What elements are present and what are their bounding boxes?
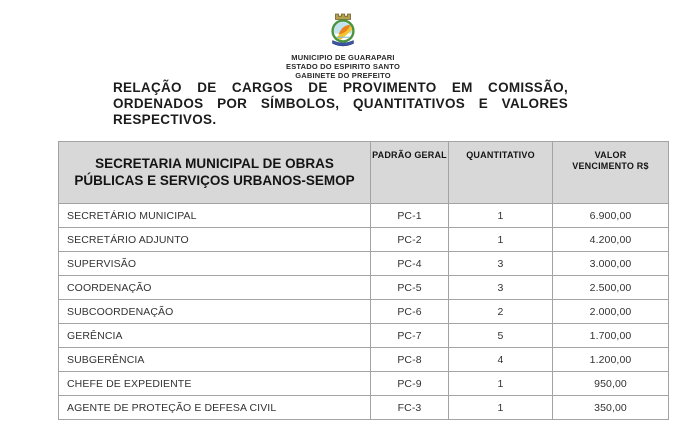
cell-cargo: SECRETÁRIO MUNICIPAL — [59, 204, 371, 228]
cell-valor: 950,00 — [553, 372, 669, 396]
cell-cargo: SUBGERÊNCIA — [59, 348, 371, 372]
table-row — [59, 348, 669, 372]
cell-valor: 2.500,00 — [553, 276, 669, 300]
cell-cargo: CHEFE DE EXPEDIENTE — [59, 372, 371, 396]
cell-quantitativo: 1 — [449, 228, 553, 252]
org-line-office: GABINETE DO PREFEITO — [295, 70, 391, 80]
header-quantitativo: QUANTITATIVO — [449, 142, 553, 204]
cell-quantitativo: 3 — [449, 252, 553, 276]
org-name-block — [0, 54, 686, 80]
guarapari-coat-of-arms-icon — [326, 11, 360, 48]
cell-cargo: COORDENAÇÃO — [59, 276, 371, 300]
cell-valor: 2.000,00 — [553, 300, 669, 324]
cell-quantitativo: 4 — [449, 348, 553, 372]
cell-padrao: PC-4 — [371, 252, 449, 276]
cell-valor: 6.900,00 — [553, 204, 669, 228]
cell-quantitativo: 5 — [449, 324, 553, 348]
cell-padrao: PC-5 — [371, 276, 449, 300]
letterhead — [0, 11, 686, 80]
cell-valor: 3.000,00 — [553, 252, 669, 276]
cell-valor: 1.700,00 — [553, 324, 669, 348]
org-line-state: ESTADO DO ESPIRITO SANTO — [286, 61, 400, 71]
header-valor-vencimento-label: VALOR VENCIMENTO R$ — [572, 150, 649, 171]
cell-padrao: PC-6 — [371, 300, 449, 324]
header-padrao-geral: PADRÃO GERAL — [371, 142, 449, 204]
table-row — [59, 396, 669, 420]
table-row — [59, 204, 669, 228]
positions-table — [58, 141, 669, 420]
header-department: SECRETARIA MUNICIPAL DE OBRAS PÚBLICAS E SERVIÇOS URBANOS-SEMOP — [59, 142, 371, 204]
table-header-row — [59, 142, 669, 204]
cell-valor: 1.200,00 — [553, 348, 669, 372]
cell-padrao: PC-7 — [371, 324, 449, 348]
header-valor-vencimento — [553, 142, 669, 204]
table-row — [59, 300, 669, 324]
cell-quantitativo: 1 — [449, 372, 553, 396]
cell-quantitativo: 3 — [449, 276, 553, 300]
cell-padrao: PC-2 — [371, 228, 449, 252]
document-title: RELAÇÃO DE CARGOS DE PROVIMENTO EM COMISSÃO, ORDENADOS POR SÍMBOLOS, QUANTITATIVOS E VALORES RESPECTIVOS. — [113, 80, 568, 127]
cell-quantitativo: 2 — [449, 300, 553, 324]
cell-padrao: FC-3 — [371, 396, 449, 420]
cell-padrao: PC-1 — [371, 204, 449, 228]
cell-padrao: PC-8 — [371, 348, 449, 372]
table-row — [59, 276, 669, 300]
cell-cargo: SUPERVISÃO — [59, 252, 371, 276]
table-body — [59, 204, 669, 420]
cell-cargo: GERÊNCIA — [59, 324, 371, 348]
table-row — [59, 228, 669, 252]
table-row — [59, 324, 669, 348]
table-header — [59, 142, 669, 204]
cell-quantitativo: 1 — [449, 396, 553, 420]
cell-quantitativo: 1 — [449, 204, 553, 228]
table-row — [59, 252, 669, 276]
cell-cargo: SUBCOORDENAÇÃO — [59, 300, 371, 324]
cell-valor: 4.200,00 — [553, 228, 669, 252]
cell-cargo: SECRETÁRIO ADJUNTO — [59, 228, 371, 252]
cell-valor: 350,00 — [553, 396, 669, 420]
cell-cargo: AGENTE DE PROTEÇÃO E DEFESA CIVIL — [59, 396, 371, 420]
table-row — [59, 372, 669, 396]
org-line-municipality: MUNICIPIO DE GUARAPARI — [291, 53, 395, 62]
cell-padrao: PC-9 — [371, 372, 449, 396]
